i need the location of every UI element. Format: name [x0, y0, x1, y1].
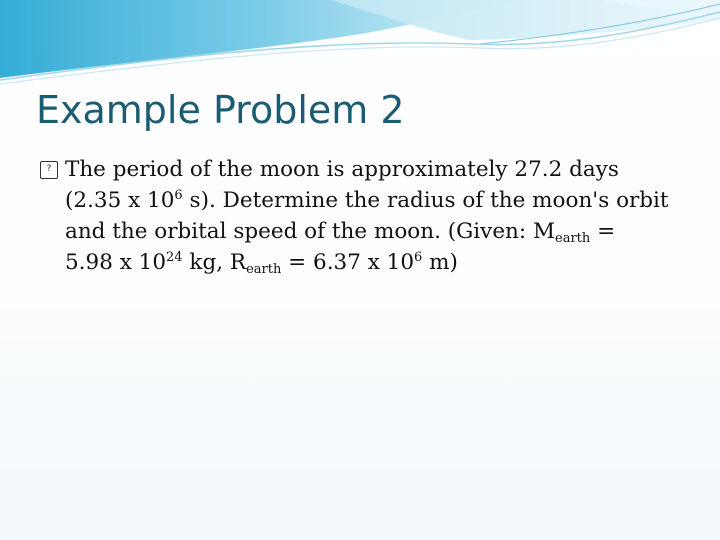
- problem-text: [40, 154, 715, 278]
- problem-line-4: 5.98 x $10^{24}$ kg, $R_{earth} = 6.37$ x $10^6$ m): [65, 250, 458, 277]
- problem-line-1: The period of the moon is approximately 27.2 days: [65, 157, 619, 182]
- problem-line-3: and the orbital speed of the moon. (Given: $M_{earth}$ =: [65, 219, 616, 246]
- problem-line-2: (2.35 x $10^6$ s). Determine the radius of the moon's orbit: [65, 188, 669, 213]
- bullet-glyph-icon: ?: [40, 161, 58, 179]
- header-wave-decoration: [0, 0, 720, 90]
- slide-title: Example Problem 2: [36, 88, 405, 132]
